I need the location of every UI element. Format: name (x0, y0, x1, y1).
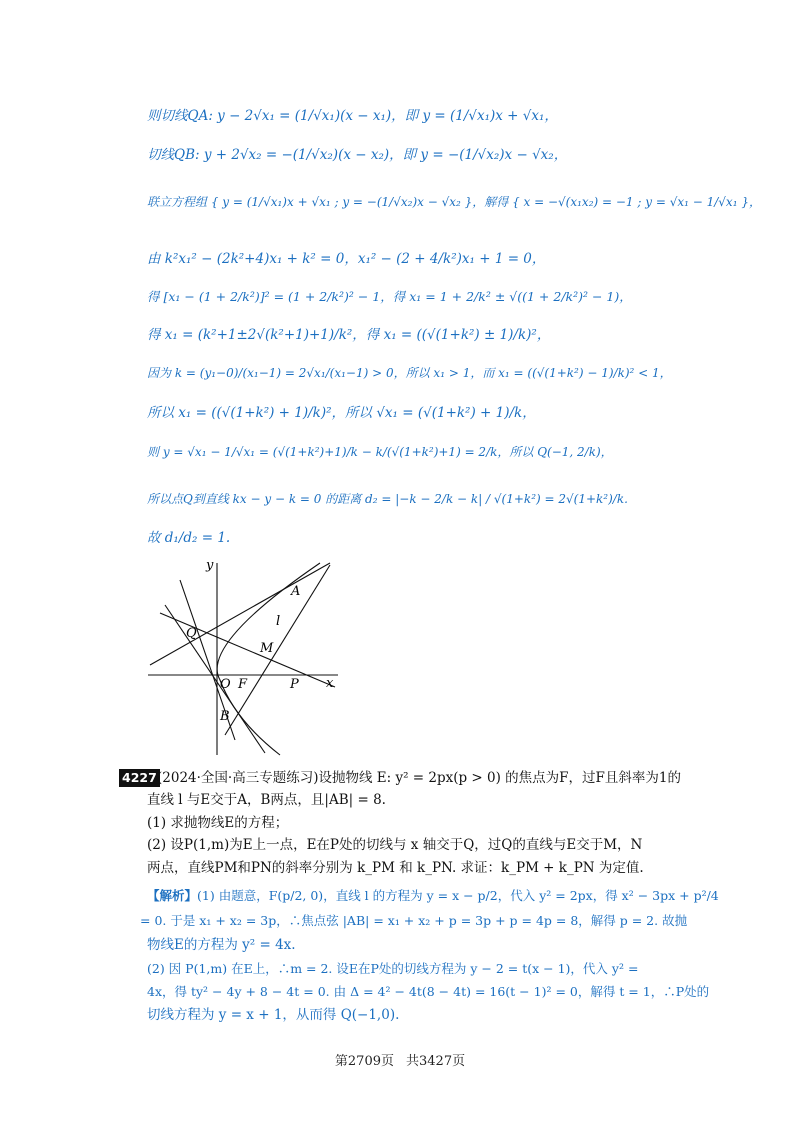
problem-line-3: (1) 求抛物线E的方程； (147, 815, 289, 831)
analysis-tag: 【解析】 (147, 888, 198, 903)
label-O: O (220, 677, 231, 692)
problem-line-2: 直线 l 与E交于A，B两点，且|AB| = 8. (147, 792, 386, 808)
problem-number-badge: 4227 (119, 769, 160, 787)
label-x: x (326, 676, 334, 691)
analysis-line-3: 物线E的方程为 y² = 4x. (147, 937, 296, 953)
analysis-line-2: = 0. 于是 x₁ + x₂ = 3p，∴焦点弦 |AB| = x₁ + x₂ + p = 3p + p = 4p = 8，解得 p = 2. 故抛 (140, 913, 688, 928)
analysis-line-6: 切线方程为 y = x + 1，从而得 Q(−1,0). (147, 1007, 400, 1023)
solution-line-7: 因为 k = (y₁−0)/(x₁−1) = 2√x₁/(x₁−1) > 0，所以 x₁ > 1，而 x₁ = ((√(1+k²) − 1)/k)² < 1， (147, 366, 672, 380)
tangent-line-qa (150, 563, 330, 665)
solution-line-1: 则切线QA: y − 2√x₁ = (1/√x₁)(x − x₁)，即 y = (1/√x₁)x + √x₁， (147, 108, 558, 124)
label-l: l (276, 614, 281, 629)
label-P: P (290, 677, 299, 692)
label-B: B (220, 709, 230, 724)
label-M: M (260, 641, 274, 656)
geometry-figure (140, 555, 350, 760)
problem-line-1: (2024·全国·高三专题练习)设抛物线 E: y² = 2px(p > 0) 的焦点为F，过F且斜率为1的 (157, 770, 682, 786)
line-qp (160, 613, 335, 687)
page-number: 第2709页 (334, 1054, 394, 1069)
solution-line-4: 由 k²x₁² − (2k²+4)x₁ + k² = 0，x₁² − (2 + 4/k²)x₁ + 1 = 0， (147, 251, 546, 267)
label-A: A (291, 584, 301, 599)
solution-line-6: 得 x₁ = (k²+1±2√(k²+1)+1)/k²，得 x₁ = ((√(1+k²) ± 1)/k)²， (147, 327, 551, 343)
analysis-line-5: 4x，得 ty² − 4y + 8 − 4t = 0. 由 Δ = 4² − 4t(8 − 4t) = 16(t − 1)² = 0，解得 t = 1，∴P处的 (147, 984, 710, 999)
tangent-line-qb (165, 605, 265, 753)
analysis-line-1 (147, 885, 719, 907)
solution-line-3: 联立方程组 { y = (1/√x₁)x + √x₁ ; y = −(1/√x₂)x − √x₂ }，解得 { x = −√(x₁x₂) = −1 ; y = √x₁ − 1/√x₁ }， (147, 195, 761, 209)
solution-line-9: 则 y = √x₁ − 1/√x₁ = (√(1+k²)+1)/k − k/(√(1+k²)+1) = 2/k，所以 Q(−1, 2/k)， (147, 445, 613, 459)
analysis-first-text: (1) 由题意，F(p/2, 0)，直线 l 的方程为 y = x − p/2，代入 y² = 2px，得 x² − 3px + p²/4 (197, 888, 719, 903)
analysis-line-4: (2) 因 P(1,m) 在E上，∴m = 2. 设E在P处的切线方程为 y − 2 = t(x − 1)，代入 y² = (147, 961, 639, 976)
label-Q: Q (186, 626, 197, 641)
label-F: F (238, 677, 248, 692)
solution-line-8: 所以 x₁ = ((√(1+k²) + 1)/k)²，所以 √x₁ = (√(1+k²) + 1)/k， (147, 405, 536, 421)
problem-line-4: (2) 设P(1,m)为E上一点，E在P处的切线与 x 轴交于Q，过Q的直线与E交于M，N (147, 837, 643, 853)
solution-line-2: 切线QB: y + 2√x₂ = −(1/√x₂)(x − x₂)，即 y = −(1/√x₂)x − √x₂， (147, 147, 568, 163)
page-total: 共3427页 (406, 1054, 466, 1069)
solution-line-11: 故 d₁/d₂ = 1. (147, 530, 231, 546)
page-footer (0, 1052, 800, 1072)
label-y: y (206, 558, 214, 573)
solution-line-10: 所以点Q到直线 kx − y − k = 0 的距离 d₂ = |−k − 2/k − k| / √(1+k²) = 2√(1+k²)/k. (147, 492, 628, 506)
solution-line-5: 得 [x₁ − (1 + 2/k²)]² = (1 + 2/k²)² − 1，得 x₁ = 1 + 2/k² ± √((1 + 2/k²)² − 1)， (147, 289, 632, 304)
line-l (225, 565, 330, 735)
problem-line-5: 两点，直线PM和PN的斜率分别为 k_PM 和 k_PN. 求证：k_PM + k_PN 为定值. (147, 860, 644, 876)
